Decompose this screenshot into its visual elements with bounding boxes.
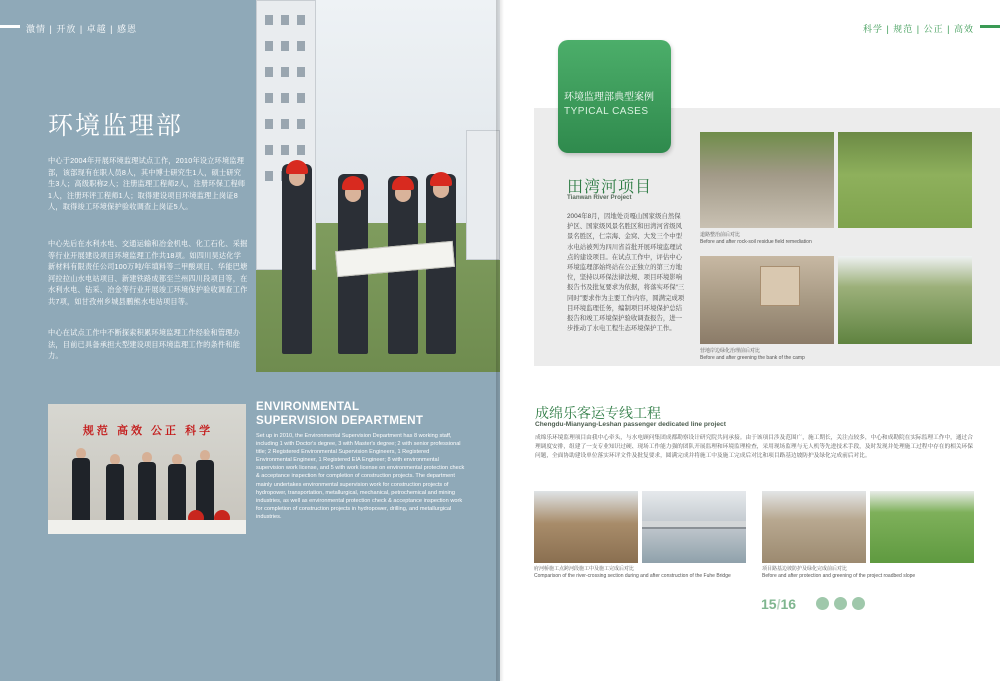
caption-3-cn: 府河桥施工点跨河段施工中及施工完成后对比 (534, 566, 635, 572)
camp-building (760, 266, 800, 306)
circle-logo-icon (852, 597, 865, 610)
bridge-during-photo (534, 491, 638, 563)
english-title (256, 400, 423, 428)
project1-body: 2004年8月，因地处贡嘎山国家级自然保护区、国家级风景名胜区和田湾河省级风景名胜区，仁宗海、金窝、大发三个中型水电站被列为四川省首批开展环境监理试点的建设项目。在试点工作中，评估中心环境监理部始终站在公正独立的第三方地位，坚持以环保法律法规、项目环境影响报告书及批复要求为依据，将落实环保“三同时”要求作为主要工作内容，圆满完成项目环境监理任务，编制项目环境保护总结报告和竣工环境保护验收调查报告，进一步推动了水电工程生态环境保护工作。 (567, 213, 685, 333)
caption-3 (534, 566, 754, 579)
before-camp-photo (700, 256, 834, 344)
team-floor (48, 520, 246, 534)
intro-paragraph-1: 中心于2004年开展环境监理试点工作，2010年设立环境监理部，该部现有在职人员8人，其中博士研究生1人，硕士研究生3人；高级职称2人；注册监理工程师2人，注册环保工程师1人，注册环评工程师1人；取得建设项目环境监理上岗证8人，取得竣工环境保护验收调查上岗证5人。 (48, 156, 246, 211)
caption-4-cn: 项目路基边坡防护及绿化完成前后对比 (762, 566, 848, 572)
caption-1-en: Before and after rock-soil residue field remediation (700, 238, 812, 245)
caption-4 (762, 566, 974, 579)
team-member (138, 462, 156, 520)
header-bar-left (0, 25, 20, 28)
slope-after-photo (870, 491, 974, 563)
team-banner-text: 规范 高效 公正 科学 (82, 425, 214, 437)
intro-paragraph-2: 中心先后在水利水电、交通运输和冶金机电、化工石化、采掘等行业开展建设项目环境监理工作共18项。如四川昊达化学新材料有限责任公司100万吨/年填料等二甲酸项目、华能巴塘河拉拉山水电站项目、新建铁路成都至兰州四川段项目等，在水利水电、钻采、冶金等行业开展竣工环境保护验收调查工作共7项，如甘孜州乡城县鹏熊水电站项目等。 (48, 239, 248, 306)
caption-3-en: Comparison of the river-crossing section during and after construction of the Fuhe Bridge (534, 572, 731, 579)
typical-cases-en: TYPICAL CASES (564, 106, 649, 117)
project2-subtitle: Chengdu-Mianyang-Leshan passenger dedicated line project (535, 421, 726, 428)
english-body: Set up in 2010, the Environmental Supervision Department has 8 working staff, including 1 with Doctor's degree, 3 with Master's degree; 2 with senior professional title; 2 Registered Environmental Supervision Engineers, 1 Registered Environmental Engineer, 1 Registered EIA Engineer; 8 with environmental supervision work license, and 5 with work license on environmental protection check & acceptance inspection for completion of construction projects. The department mainly undertakes environmental supervision work for construction projects of hydropower, transportation, metallurgical, mechanical, petrochemical and mining industries, as well as environmental protection check & acceptance inspection work for completion of construction projects in hydropower, drilling, and metallurgical industries. (256, 433, 465, 520)
typical-cases-cn: 环境监理部典型案例 (564, 92, 654, 103)
team-photo (48, 404, 246, 534)
circle-logo-icon (816, 597, 829, 610)
team-member (72, 458, 90, 520)
caption-2-en: Before and after greening the bank of the camp (700, 354, 805, 361)
project1-title: 田湾河项目 (567, 177, 653, 196)
caption-4-en: Before and after protection and greening of the project roadbed slope (762, 572, 916, 579)
department-title: 环境监理部 (48, 111, 184, 140)
bridge-after-photo (642, 491, 746, 563)
english-title-line-2: SUPERVISION DEPARTMENT (256, 415, 424, 427)
project2-body: 成绵乐环境监理项目由我中心牵头，与水电顾问集团成都勘察设计研究院共同承接。由于该项目涉及范围广，施工期长，关注点较多，中心和成勘院在实际监理工作中，通过合理调度安排，组建了一支专业知识过硬、现场工作能力强的团队开展监理和环境监理检查，采用现场监理与无人机等先进技术手段，及时发现并处理施工过程中存在的相关环保问题，全面协助建设单位落实环评文件及批复要求，圆满完成并将施工中及施工完成后对比和项目路基边坡防护及绿化完成前后对比。 (535, 435, 973, 459)
english-title-line-1: ENVIRONMENTAL (256, 401, 360, 413)
page-other: 16 (780, 596, 797, 612)
book-spine (496, 0, 504, 681)
header-bar-right (980, 25, 1000, 28)
building-right (466, 130, 500, 260)
caption-1-cn: 道路整治前后对比 (700, 232, 741, 238)
team-member (106, 464, 124, 520)
project2-title: 成绵乐客运专线工程 (535, 406, 661, 422)
bridge-deck (642, 521, 746, 529)
slogan-left: 激情 | 开放 | 卓越 | 感恩 (26, 24, 138, 34)
project1-subtitle: Tianwan River Project (567, 194, 632, 201)
slogan-right: 科学 | 规范 | 公正 | 高效 (862, 24, 974, 34)
page-current: 15 (761, 596, 777, 612)
caption-1 (700, 232, 972, 245)
caption-2-cn: 营地岸边绿化治理前后对比 (700, 348, 761, 354)
before-remediation-photo (700, 132, 834, 228)
after-camp-photo (838, 256, 972, 344)
slope-before-photo (762, 491, 866, 563)
engineers-photo (256, 0, 500, 372)
after-remediation-photo (838, 132, 972, 228)
caption-2 (700, 348, 972, 361)
right-page (500, 0, 1000, 681)
engineer-figure (282, 164, 312, 354)
page-separator: / (776, 596, 781, 612)
intro-paragraph-3: 中心在试点工作中不断探索积累环境监理工作经验和管理办法，目前已具备承担大型建设项目环境监理工作的条件和能力。 (48, 328, 241, 360)
page-number (761, 596, 796, 612)
team-member (168, 464, 186, 520)
circle-logo-icon (834, 597, 847, 610)
